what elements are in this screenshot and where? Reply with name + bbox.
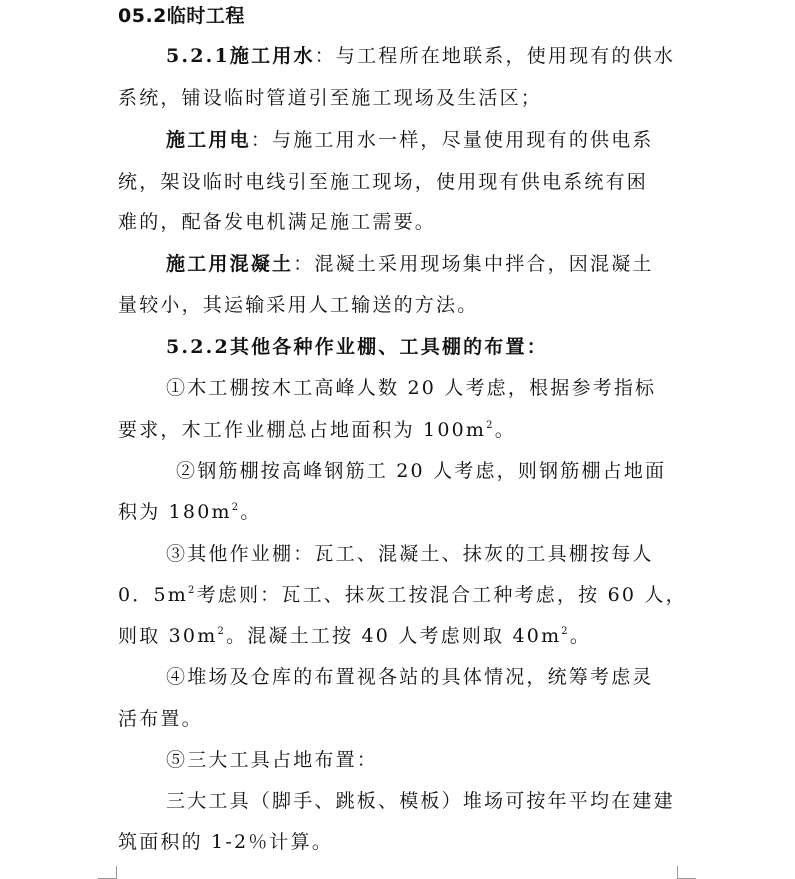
water-supply-text-1: ：与工程所在地联系，使用现有的供水: [314, 45, 676, 67]
item2-superscript: 2: [231, 502, 241, 513]
item1-superscript: 2: [486, 420, 495, 431]
item5-desc-line-1: 三大工具（脚手、跳板、模板）堆场可按年平均在建建: [166, 790, 675, 812]
water-supply-line-1: [166, 44, 675, 68]
item1-line-2: [118, 418, 516, 442]
item5-desc-line-2: 筑面积的 1-2％计算。: [118, 831, 334, 853]
water-supply-line-2: 系统，铺设临时管道引至施工现场及生活区；: [118, 87, 543, 109]
page-corner-mark-left: [98, 866, 117, 879]
page-corner-mark-right: [677, 866, 696, 879]
item3-line-1: ③其他作业棚：瓦工、混凝土、抹灰的工具棚按每人: [166, 543, 654, 565]
power-supply-line-3: 难的，配备发电机满足施工需要。: [118, 211, 437, 233]
item1-line-1: ①木工棚按木工高峰人数 20 人考虑，根据参考指标: [166, 377, 657, 399]
power-supply-line-1: [166, 128, 654, 152]
power-supply-text-1: ：与施工用水一样，尽量使用现有的供电系: [250, 129, 654, 151]
power-supply-line-2: 统，架设临时电线引至施工现场，使用现有供电系统有困: [118, 171, 649, 193]
item3-line-2: [118, 583, 687, 607]
item2-line-1: ②钢筋棚按高峰钢筋工 20 人考虑，则钢筋棚占地面: [176, 460, 667, 482]
item4-line-2: 活布置。: [118, 708, 203, 730]
item3-text-3c: 。: [569, 625, 592, 647]
item3-superscript-3: 2: [561, 626, 570, 637]
subsection-heading: 5.2.2其他各种作业棚、工具棚的布置：: [166, 336, 548, 358]
item3-text-3b: 。混凝土工按 40 人考虑则取 40m: [226, 625, 562, 647]
item2-text-2: 积为 180m: [118, 501, 232, 523]
power-supply-label: 施工用电: [166, 129, 251, 151]
item1-text-2: 要求，木工作业棚总占地面积为 100m: [118, 419, 487, 441]
item3-text-2a: 0．5m: [118, 584, 188, 606]
concrete-label: 施工用混凝土: [166, 253, 294, 275]
item4-line-1: ④堆场及仓库的布置视各站的具体情况，统筹考虑灵: [166, 666, 654, 688]
item3-superscript-2: 2: [217, 626, 226, 637]
item3-superscript-1: 2: [188, 585, 197, 596]
item3-text-3a: 则取 30m: [118, 625, 218, 647]
water-supply-label: 5.2.1施工用水: [166, 45, 315, 67]
concrete-text-1: ：混凝土采用现场集中拌合，因混凝土: [293, 253, 654, 275]
item2-line-2: [118, 500, 262, 524]
item5-line: ⑤三大工具占地布置：: [166, 749, 379, 771]
item2-tail: 。: [240, 501, 262, 523]
item3-line-3: [118, 624, 591, 648]
item3-text-2b: 考虑则：瓦工、抹灰工按混合工种考虑，按 60 人，: [196, 584, 687, 606]
item1-tail: 。: [494, 419, 516, 441]
concrete-line-2: 量较小，其运输采用人工输送的方法。: [118, 294, 479, 316]
section-heading: 05.2临时工程: [118, 5, 245, 27]
concrete-line-1: [166, 252, 654, 276]
